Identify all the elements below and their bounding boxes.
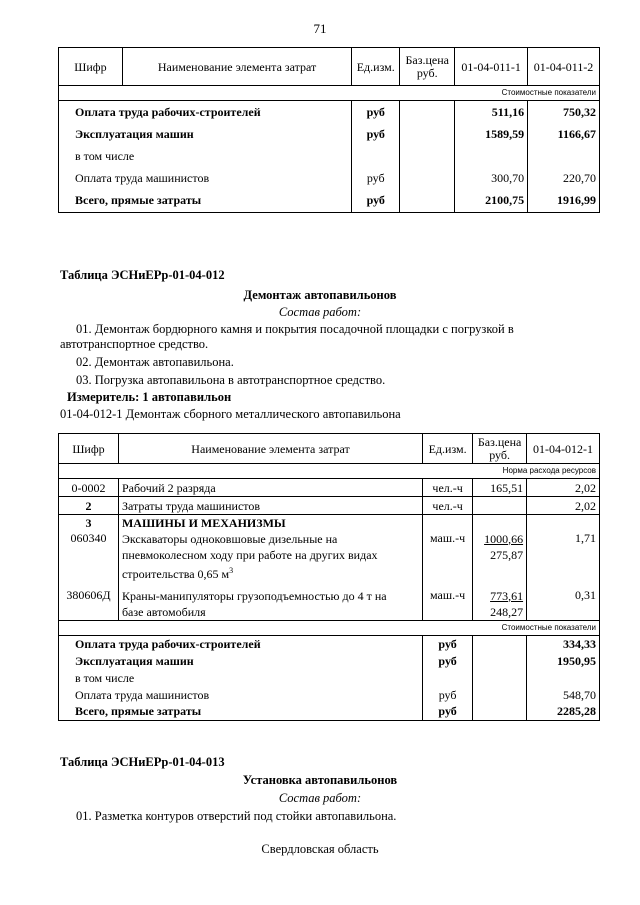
name-line: Экскаваторы одноковшовые дизельные на: [121, 531, 338, 546]
row-value-2: 750,32: [528, 101, 600, 123]
row-value-2: 1916,99: [528, 189, 600, 213]
row-price: 165,51: [473, 479, 527, 497]
work-item: 01. Демонтаж бордюрного камня и покрытия посадочной площадки с погрузкой в: [76, 322, 514, 336]
row-value: 0,31: [527, 582, 600, 621]
code-line: 01-04-012-1 Демонтаж сборного металлического автопавильона: [60, 407, 401, 421]
row-code: 3: [59, 515, 119, 531]
meter-label: Измеритель: 1 автопавильон: [67, 390, 232, 404]
row-value: 2,02: [527, 479, 600, 497]
row-name: в том числе: [59, 669, 423, 686]
row-unit: руб: [423, 652, 473, 669]
row-value: 1950,95: [527, 652, 600, 669]
header-col-2: 01-04-011-2: [528, 48, 600, 86]
section-label: Стоимостные показатели: [59, 620, 600, 635]
table-row: [59, 167, 600, 189]
name-line: пневмоколесном ходу при работе на других видах: [121, 547, 378, 562]
table-row: [59, 101, 600, 123]
row-value: 548,70: [527, 686, 600, 703]
row-unit: руб: [352, 189, 400, 213]
page-number: 71: [313, 21, 327, 36]
composition-title-012: Состав работ:: [278, 305, 362, 319]
table-row: [59, 515, 600, 531]
work-item: 02. Демонтаж автопавильона.: [76, 355, 234, 369]
row-value: 1,71: [527, 531, 600, 582]
work-item: 03. Погрузка автопавильона в автотранспортное средство.: [76, 373, 386, 387]
row-code: 060340: [59, 531, 119, 582]
work-item: 01. Разметка контуров отверстий под стойки автопавильона.: [76, 809, 397, 823]
table-title-012: Таблица ЭСНиЕРр-01-04-012: [60, 268, 225, 282]
section-label: Стоимостные показатели: [59, 86, 600, 101]
row-name: Всего, прямые затраты: [59, 703, 423, 720]
row-price: [473, 497, 527, 515]
table-row: [59, 582, 600, 621]
row-name: Оплата труда рабочих-строителей: [59, 101, 352, 123]
table-row: [59, 531, 600, 582]
row-name: Оплата труда машинистов: [59, 686, 423, 703]
row-value: 2285,28: [527, 703, 600, 720]
table-row: [59, 189, 600, 213]
row-unit: маш.-ч: [423, 531, 473, 582]
header-code: Шифр: [59, 48, 123, 86]
row-unit: чел.-ч: [423, 479, 473, 497]
row-code: 380606Д: [59, 582, 119, 621]
row-unit: руб: [423, 686, 473, 703]
row-name: в том числе: [59, 145, 352, 167]
section-heading-013: Установка автопавильонов: [242, 773, 398, 787]
row-name: Эксплуатация машин: [59, 123, 352, 145]
row-name: Затраты труда машинистов: [118, 497, 422, 515]
row-unit: маш.-ч: [423, 582, 473, 621]
table-header-row: [59, 434, 600, 464]
row-value-1: 511,16: [455, 101, 528, 123]
table-row: [59, 635, 600, 652]
row-code: 2: [59, 497, 119, 515]
table-header-row: [59, 48, 600, 86]
row-value-1: 300,70: [455, 167, 528, 189]
header-base-price: Баз.цена руб.: [400, 48, 455, 86]
header-base-price: Баз.цена руб.: [473, 434, 527, 464]
row-unit: руб: [423, 703, 473, 720]
row-unit: руб: [423, 635, 473, 652]
row-value-1: 1589,59: [455, 123, 528, 145]
header-name: Наименование элемента затрат: [118, 434, 422, 464]
norm-label: Норма расхода ресурсов: [59, 464, 600, 479]
row-value: 334,33: [527, 635, 600, 652]
table-row: [59, 497, 600, 515]
row-unit: руб: [352, 123, 400, 145]
row-price: 1000,66 275,87: [473, 531, 527, 582]
name-line: базе автомобиля: [121, 604, 206, 619]
row-unit: руб: [352, 101, 400, 123]
table-row: [59, 123, 600, 145]
row-value-2: 1166,67: [528, 123, 600, 145]
table-row: [59, 703, 600, 720]
row-unit: чел.-ч: [423, 497, 473, 515]
header-col-1: 01-04-011-1: [455, 48, 528, 86]
header-unit: Ед.изм.: [352, 48, 400, 86]
header-col-1: 01-04-012-1: [527, 434, 600, 464]
name-line: Краны-манипуляторы грузоподъемностью до 4 т на: [121, 588, 387, 603]
row-name: [118, 582, 422, 621]
work-item: автотранспортное средство.: [60, 337, 209, 351]
row-code: 0-0002: [59, 479, 119, 497]
row-name: [118, 531, 422, 582]
row-name: Эксплуатация машин: [59, 652, 423, 669]
header-unit: Ед.изм.: [423, 434, 473, 464]
cost-table-01-04-011: [58, 47, 600, 213]
table-row: [59, 686, 600, 703]
header-code: Шифр: [59, 434, 119, 464]
table-row: [59, 652, 600, 669]
table-title-013: Таблица ЭСНиЕРр-01-04-013: [60, 755, 225, 769]
row-name: Оплата труда машинистов: [59, 167, 352, 189]
row-value-1: 2100,75: [455, 189, 528, 213]
resource-table-01-04-012: [58, 433, 600, 721]
row-value: 2,02: [527, 497, 600, 515]
row-unit: руб: [352, 167, 400, 189]
row-name: МАШИНЫ И МЕХАНИЗМЫ: [118, 515, 422, 531]
composition-title-013: Состав работ:: [278, 791, 362, 805]
row-name: Всего, прямые затраты: [59, 189, 352, 213]
section-heading-012: Демонтаж автопавильонов: [243, 288, 397, 302]
row-name: Рабочий 2 разряда: [118, 479, 422, 497]
table-row: [59, 479, 600, 497]
name-line: строительства 0,65 $м^3$: [121, 565, 234, 581]
footer-region: Свердловская область: [261, 842, 379, 856]
table-row: [59, 145, 600, 167]
row-value-2: 220,70: [528, 167, 600, 189]
row-name: Оплата труда рабочих-строителей: [59, 635, 423, 652]
row-price: 773,61 248,27: [473, 582, 527, 621]
header-name: Наименование элемента затрат: [122, 48, 351, 86]
table-row: [59, 669, 600, 686]
